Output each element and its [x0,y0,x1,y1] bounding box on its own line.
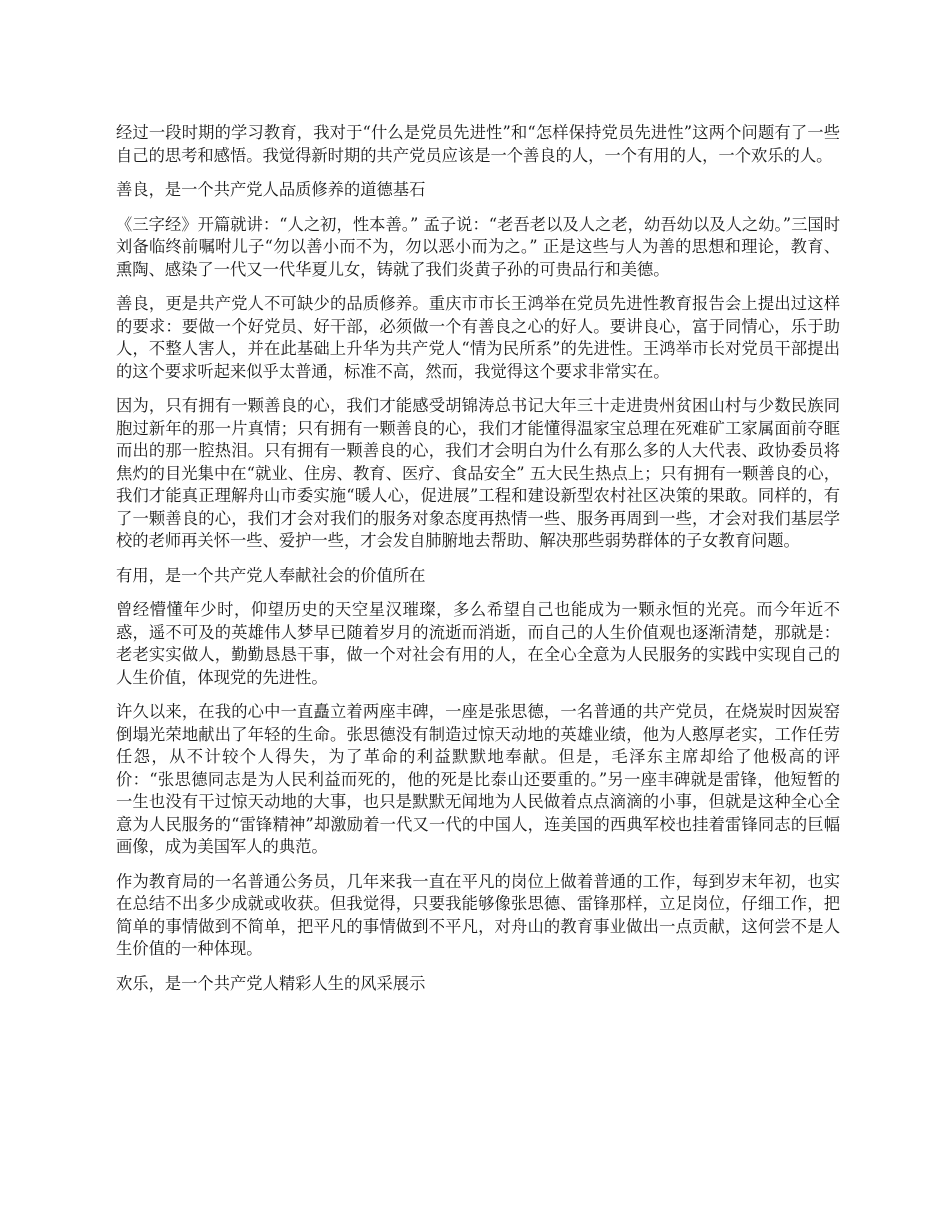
body-paragraph: 作为教育局的一名普通公务员，几年来我一直在平凡的岗位上做着普通的工作，每到岁末年初，也实在总结不出多少成就或收获。但我觉得，只要我能够像张思德、雷锋那样，立足岗位，仔细工作，把简单的事情做到不简单，把平凡的事情做到不平凡，对舟山的教育事业做出一点贡献，这何尝不是人生价值的一种体现。 [116,871,840,958]
body-paragraph: 《三字经》开篇就讲：“人之初，性本善。” 孟子说：“老吾老以及人之老，幼吾幼以及人之幼。”三国时刘备临终前嘱咐儿子“勿以善小而不为，勿以恶小而为之。” 正是这些与人为善的思想和理论，教育、熏陶、感染了一代又一代华夏儿女，铸就了我们炎黄子孙的可贵品行和美德。 [116,214,840,279]
body-paragraph: 因为，只有拥有一颗善良的心，我们才能感受胡锦涛总书记大年三十走进贵州贫困山村与少数民族同胞过新年的那一片真情；只有拥有一颗善良的心，我们才能懂得温家宝总理在死难矿工家属面前夺眶而出的那一腔热泪。只有拥有一颗善良的心，我们才会明白为什么有那么多的人大代表、政协委员将焦灼的目光集中在“就业、住房、教育、医疗、食品安全” 五大民生热点上；只有拥有一颗善良的心，我们才能真正理解舟山市委实施“暖人心，促进展”工程和建设新型农村社区决策的果敢。同样的，有了一颗善良的心，我们才会对我们的服务对象态度再热情一些、服务再周到一些，才会对我们基层学校的老师再关怀一些、爱护一些，才会发自肺腑地去帮助、解决那些弱势群体的子女教育问题。 [116,396,840,550]
document-page [116,122,840,1007]
intro-paragraph: 经过一段时期的学习教育，我对于“什么是党员先进性”和“怎样保持党员先进性”这两个问题有了一些自己的思考和感悟。我觉得新时期的共产党员应该是一个善良的人，一个有用的人，一个欢乐的人。 [116,123,840,165]
section-heading-kindness: 善良，是一个共产党人品质修养的道德基石 [116,180,426,199]
section-heading-joy: 欢乐，是一个共产党人精彩人生的风采展示 [116,973,426,993]
body-paragraph: 曾经懵懂年少时，仰望历史的天空星汉璀璨，多么希望自己也能成为一颗永恒的光亮。而今年近不惑，遥不可及的英雄伟人梦早已随着岁月的流逝而消逝，而自己的人生价值观也逐渐清楚，那就是：老老实实做人，勤勤恳恳干事，做一个对社会有用的人，在全心全意为人民服务的实践中实现自己的人生价值，体现党的先进性。 [116,600,840,687]
section-heading-usefulness: 有用，是一个共产党人奉献社会的价值所在 [116,565,426,585]
body-paragraph: 善良，更是共产党人不可缺少的品质修养。重庆市市长王鸿举在党员先进性教育报告会上提出过这样的要求：要做一个好党员、好干部，必须做一个有善良之心的好人。要讲良心，富于同情心，乐于助人，不整人害人，并在此基础上升华为共产党人“情为民所系”的先进性。王鸿举市长对党员干部提出的这个要求听起来似乎太普通，标准不高，然而，我觉得这个要求非常实在。 [116,294,840,381]
body-paragraph: 许久以来，在我的心中一直矗立着两座丰碑，一座是张思德，一名普通的共产党员，在烧炭时因炭窑倒塌光荣地献出了年轻的生命。张思德没有制造过惊天动地的英雄业绩，他为人憨厚老实，工作任劳任怨，从不计较个人得失，为了革命的利益默默地奉献。但是，毛泽东主席却给了他极高的评价：“张思德同志是为人民利益而死的，他的死是比泰山还要重的。”另一座丰碑就是雷锋，他短暂的一生也没有干过惊天动地的大事，也只是默默无闻地为人民做着点点滴滴的小事，但就是这种全心全意为人民服务的“雷锋精神”却激励着一代又一代的中国人，连美国的西典军校也挂着雷锋同志的巨幅画像，成为美国军人的典范。 [116,702,840,856]
